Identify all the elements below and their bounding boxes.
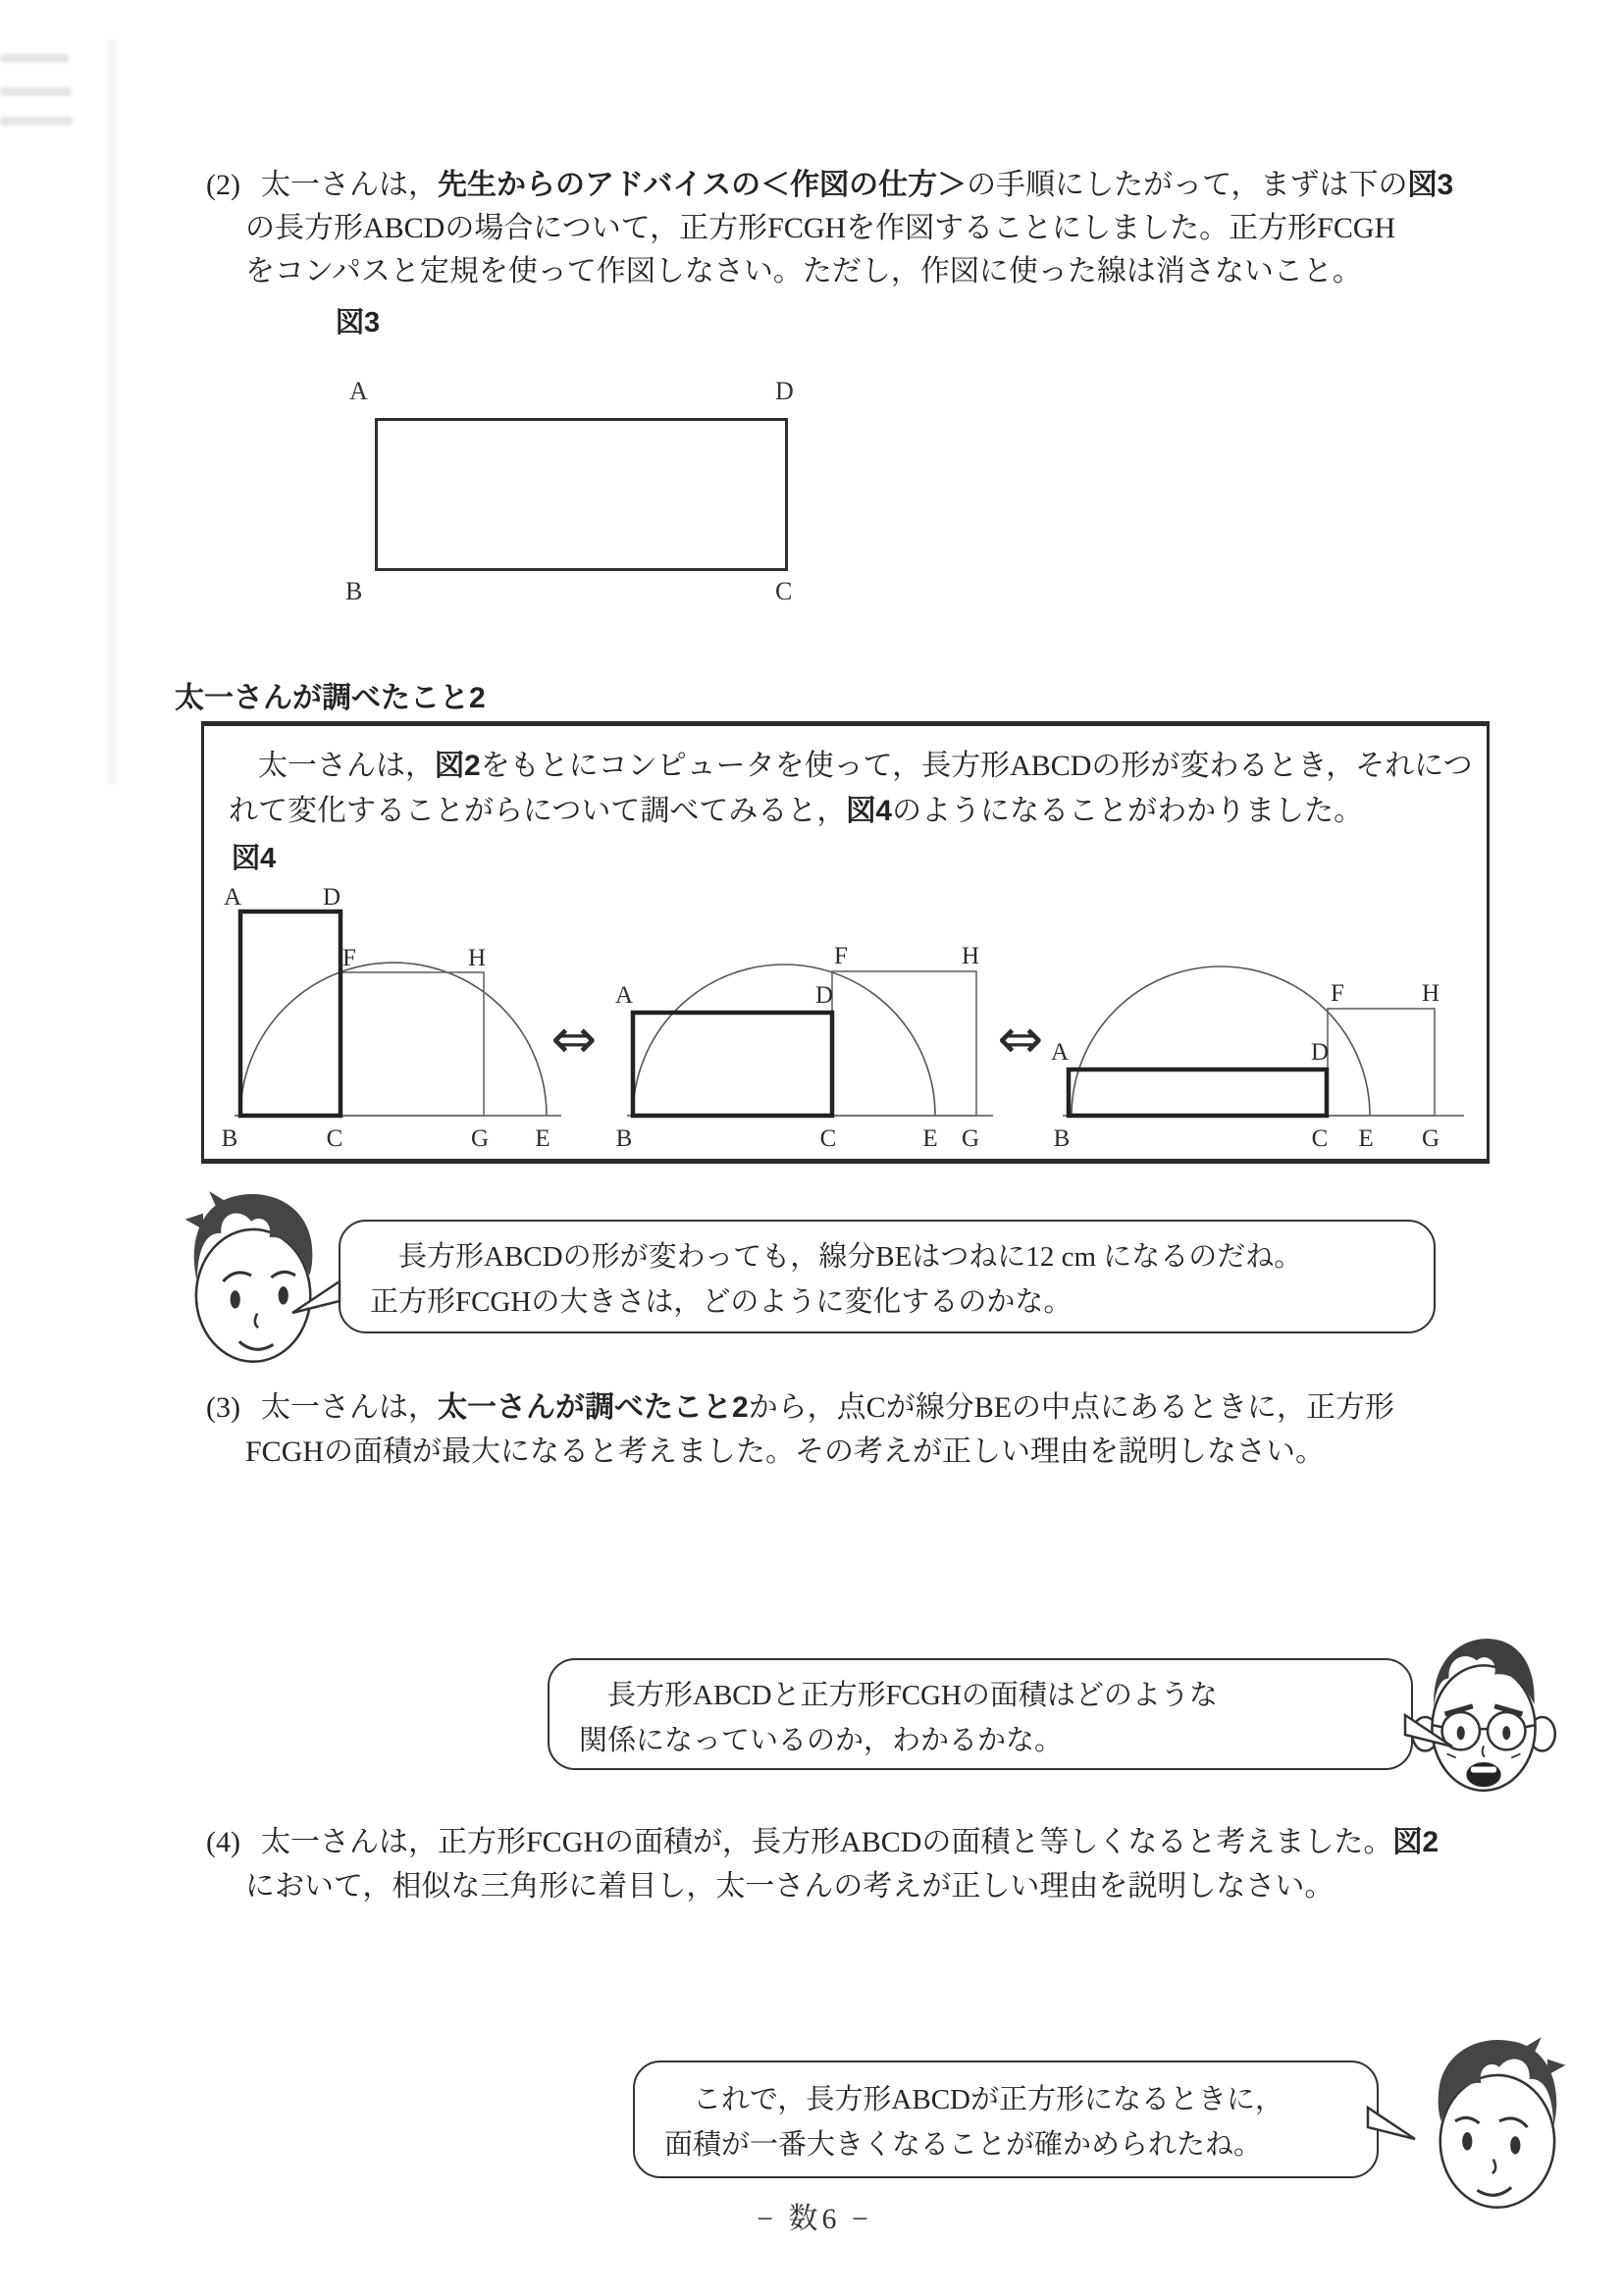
eye xyxy=(1457,1726,1465,1740)
equivalence-arrow: ⇔ xyxy=(997,1008,1044,1071)
corner-label-b: B xyxy=(345,577,363,605)
problem-4-line-1: (4) 太一さんは，正方形FCGHの面積が，長方形ABCDの面積と等しくなると考えました。図2 xyxy=(206,1820,1439,1864)
problem-3-number: (3) xyxy=(206,1391,240,1424)
problem-4-number: (4) xyxy=(206,1826,240,1858)
bubble-text-line: これで，長方形ABCDが正方形になるときに， xyxy=(664,2084,1283,2115)
bubble-text-line: 長方形ABCDと正方形FCGHの面積はどのような xyxy=(579,1680,1218,1711)
investigation-line-2: れて変化することがらについて調べてみると，図4のようになることがわかりました。 xyxy=(229,795,1364,827)
point-label: F xyxy=(834,943,848,969)
point-label: D xyxy=(1310,1039,1330,1066)
figure-4-label: 図4 xyxy=(232,843,277,874)
figure-3-rectangle xyxy=(375,418,788,571)
scan-artifact xyxy=(0,117,73,126)
point-label: H xyxy=(961,943,980,969)
problem-3-line-1: (3) 太一さんは，太一さんが調べたこと2から，点Cが線分BEの中点にあるときに，正方形 xyxy=(206,1385,1394,1430)
problem-4-line-2: において，相似な三角形に着目し，太一さんの考えが正しい理由を説明しなさい。 xyxy=(245,1870,1335,1903)
point-label: H xyxy=(1421,980,1440,1007)
point-label: B xyxy=(1053,1125,1071,1152)
corner-label-d: D xyxy=(775,377,794,405)
problem-2-line-1: (2) 太一さんは，先生からのアドバイスの＜作図の仕方＞の手順にしたがって，まずは下の図3 xyxy=(206,164,1453,207)
equivalence-arrow: ⇔ xyxy=(550,1008,598,1071)
point-label: A xyxy=(614,982,634,1009)
speech-bubble-tail xyxy=(1366,2102,1417,2149)
figure-3-label: 図3 xyxy=(336,307,381,339)
point-label: E xyxy=(922,1125,938,1152)
problem-2-paragraph xyxy=(206,164,1453,293)
speech-bubble-tail xyxy=(1403,1709,1454,1756)
speech-bubble-tail xyxy=(290,1276,341,1323)
bubble-text-line: 関係になっているのか，わかるかな。 xyxy=(579,1725,1064,1756)
page-number: − 数6 − xyxy=(757,2203,872,2235)
investigation-text xyxy=(229,744,1473,834)
boy-avatar xyxy=(1425,2029,1578,2221)
point-label: G xyxy=(470,1125,490,1152)
scan-artifact xyxy=(0,54,69,63)
point-label: G xyxy=(1421,1125,1440,1152)
point-label: E xyxy=(1358,1125,1374,1152)
problem-4-paragraph xyxy=(206,1820,1439,1908)
point-label: F xyxy=(1331,980,1344,1007)
investigation-heading: 太一さんが調べたこと2 xyxy=(175,682,486,714)
figure-4-panel-2 xyxy=(615,943,993,1152)
point-label: C xyxy=(1311,1125,1329,1152)
point-label: C xyxy=(326,1125,343,1152)
point-label: G xyxy=(961,1125,980,1152)
teacher-speech-bubble xyxy=(548,1658,1413,1770)
point-label: B xyxy=(615,1125,633,1152)
teeth xyxy=(1471,1767,1496,1773)
eye xyxy=(279,1286,288,1304)
student-speech-bubble-1 xyxy=(339,1220,1436,1333)
bubble-text-line: 正方形FCGHの大きさは，どのように変化するのかな。 xyxy=(370,1286,1073,1318)
corner-label-c: C xyxy=(775,577,793,605)
eye xyxy=(231,1290,240,1308)
point-label: D xyxy=(814,982,834,1009)
student-speech-bubble-2 xyxy=(633,2061,1379,2178)
point-label: B xyxy=(221,1125,238,1152)
eye xyxy=(1502,1726,1510,1740)
point-label: D xyxy=(322,884,341,911)
point-label: A xyxy=(223,884,242,911)
point-label: H xyxy=(467,945,487,971)
problem-2-line-3: をコンパスと定規を使って作図しなさい。ただし，作図に使った線は消さないこと。 xyxy=(245,255,1362,287)
figure-4-panel-1 xyxy=(222,884,561,1152)
figure-4-diagram xyxy=(201,871,1490,1164)
investigation-line-1: 太一さんは，図2をもとにコンピュータを使って，長方形ABCDの形が変わるとき，それにつ xyxy=(229,750,1473,782)
problem-3-paragraph xyxy=(206,1385,1394,1474)
problem-3-line-2: FCGHの面積が最大になると考えました。その考えが正しい理由を説明しなさい。 xyxy=(245,1435,1326,1468)
scan-artifact xyxy=(0,87,72,96)
scan-artifact xyxy=(108,39,116,785)
problem-2-line-2: の長方形ABCDの場合について，正方形FCGHを作図することにしました。正方形FCGH xyxy=(245,212,1396,244)
mouth xyxy=(1467,1763,1500,1787)
bubble-text-line: 長方形ABCDの形が変わっても，線分BEはつねに12 cm になるのだね。 xyxy=(370,1241,1303,1273)
bubble-text-line: 面積が一番大きくなることが確かめられたね。 xyxy=(664,2129,1263,2161)
point-label: A xyxy=(1050,1039,1070,1066)
figure-4-panel-3 xyxy=(1051,966,1464,1152)
point-label: F xyxy=(342,945,356,971)
corner-label-a: A xyxy=(349,377,368,405)
point-label: E xyxy=(535,1125,550,1152)
point-label: C xyxy=(819,1125,837,1152)
problem-2-number: (2) xyxy=(206,169,240,201)
